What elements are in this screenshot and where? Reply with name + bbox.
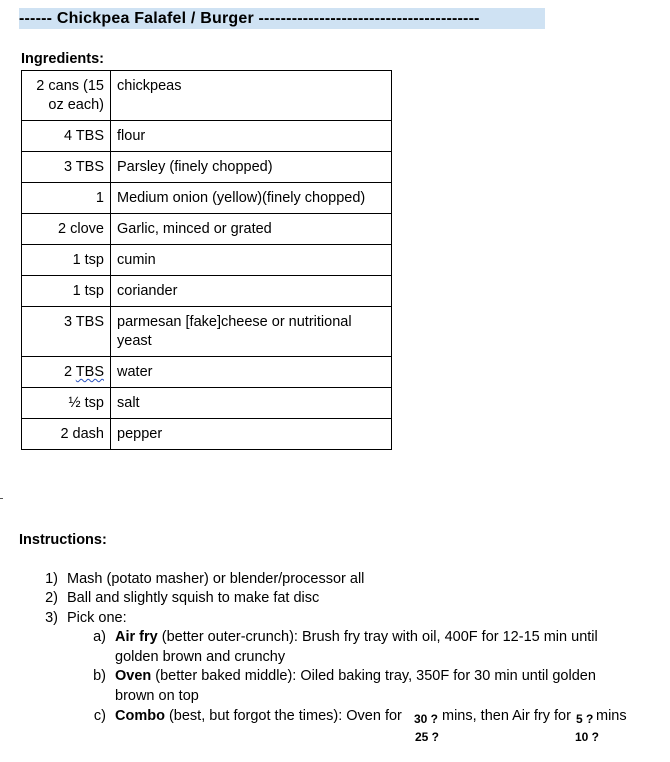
ingredient-item: salt [111, 388, 392, 419]
option-text [115, 628, 598, 648]
oven-time-option: 25 ? [415, 730, 440, 744]
step-text: Pick one: [67, 610, 127, 626]
airfry-time-option: 5 ? [576, 712, 594, 726]
option-text-continued: brown on top [115, 688, 199, 704]
step-number: 2) [45, 590, 58, 606]
ingredient-item: Medium onion (yellow)(finely chopped) [111, 183, 392, 214]
ingredient-item: parmesan [fake]cheese or nutritional yeast [111, 307, 392, 357]
option-letter: b) [93, 668, 106, 684]
table-row [22, 307, 392, 357]
ingredient-qty: 2 clove [22, 214, 111, 245]
ingredient-item: pepper [111, 419, 392, 450]
option-detail: (best, but forgot the times): Oven for [164, 708, 402, 724]
table-row [22, 214, 392, 245]
spellcheck-flagged-unit[interactable]: TBS [75, 364, 104, 380]
option-text-continued: golden brown and crunchy [115, 649, 286, 665]
option-text [115, 707, 402, 727]
ingredient-qty: 1 tsp [22, 245, 111, 276]
table-row [22, 419, 392, 450]
option-letter: a) [93, 629, 106, 645]
option-detail: mins, then Air fry for [442, 708, 571, 724]
table-row [22, 183, 392, 214]
table-row [22, 276, 392, 307]
step-text: Mash (potato masher) or blender/processor all [67, 571, 365, 587]
ingredient-item: water [111, 357, 392, 388]
step-number: 1) [45, 571, 58, 587]
table-row [22, 121, 392, 152]
ingredient-qty: 3 TBS [22, 307, 111, 357]
ingredients-table [21, 70, 392, 450]
ingredient-qty: 2 cans (15 oz each) [22, 71, 111, 121]
ingredient-qty: 1 [22, 183, 111, 214]
option-letter: c) [93, 708, 106, 724]
option-detail: (better baked middle): Oiled baking tray, 350F for 30 min until golden [151, 668, 596, 684]
step-text: Ball and slightly squish to make fat disc [67, 590, 320, 606]
ingredient-qty: ½ tsp [22, 388, 111, 419]
ingredient-item: cumin [111, 245, 392, 276]
ingredient-qty: 4 TBS [22, 121, 111, 152]
ingredient-qty [22, 357, 111, 388]
document-title: ------ Chickpea Falafel / Burger ---------------------------------------- [19, 8, 545, 29]
option-detail: (better outer-crunch): Brush fry tray with oil, 400F for 12-15 min until [157, 629, 598, 645]
table-row [22, 245, 392, 276]
table-row [22, 357, 392, 388]
ingredient-qty: 3 TBS [22, 152, 111, 183]
option-name: Oven [115, 668, 152, 684]
airfry-time-option: 10 ? [575, 730, 600, 744]
option-text [115, 667, 596, 687]
instructions-heading: Instructions: [19, 532, 107, 548]
table-row [22, 152, 392, 183]
option-detail: mins [596, 708, 627, 724]
ingredient-item: Parsley (finely chopped) [111, 152, 392, 183]
ingredient-qty: 1 tsp [22, 276, 111, 307]
ingredient-qty: 2 dash [22, 419, 111, 450]
ingredient-item: Garlic, minced or grated [111, 214, 392, 245]
ingredient-item: chickpeas [111, 71, 392, 121]
oven-time-option: 30 ? [414, 712, 439, 726]
qty-number: 2 [63, 364, 76, 380]
margin-mark [0, 498, 3, 499]
ingredient-item: coriander [111, 276, 392, 307]
step-number: 3) [45, 610, 58, 626]
table-row [22, 388, 392, 419]
option-name: Air fry [115, 629, 158, 645]
ingredient-item: flour [111, 121, 392, 152]
table-row [22, 71, 392, 121]
option-name: Combo [115, 708, 165, 724]
ingredients-heading: Ingredients: [21, 51, 104, 67]
